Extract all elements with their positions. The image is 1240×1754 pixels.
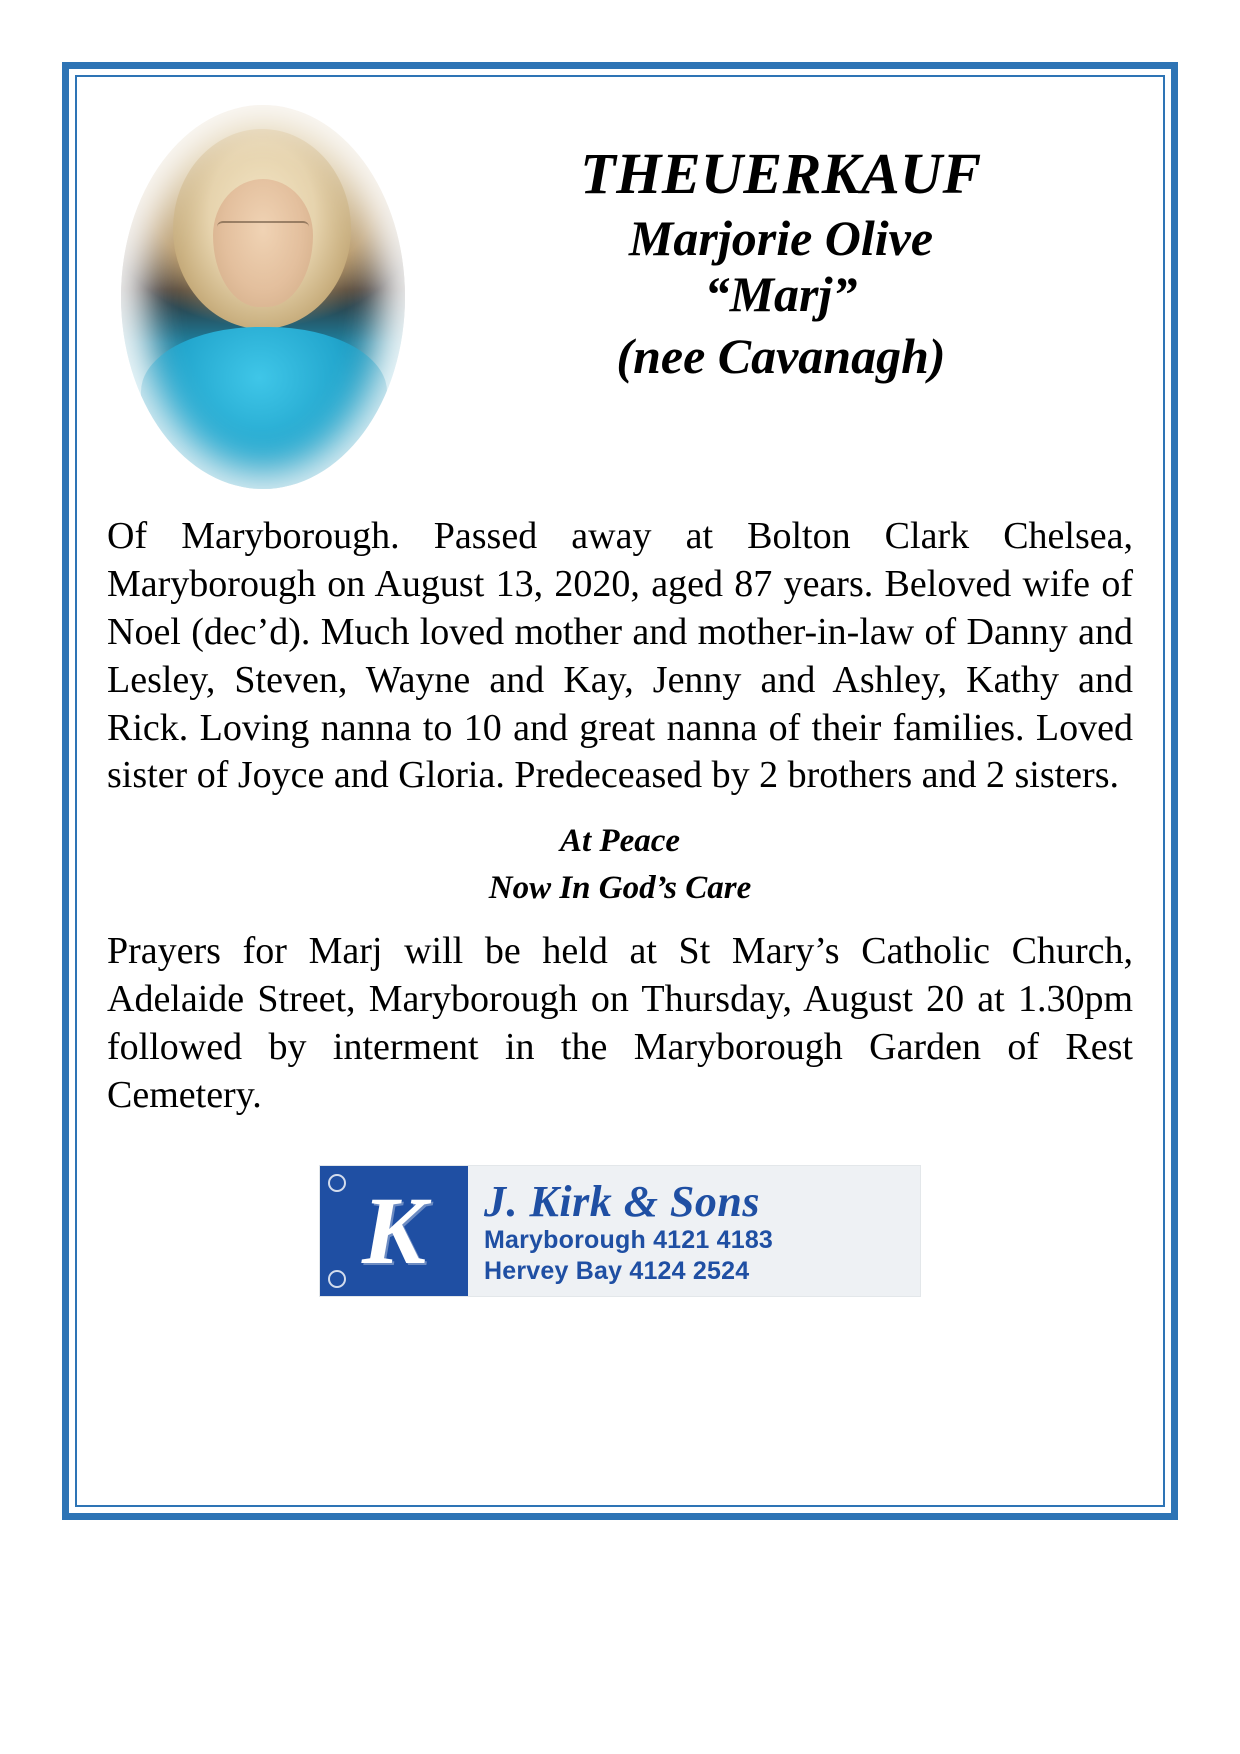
notice-header — [107, 97, 1133, 497]
verse-line-2: Now In God’s Care — [488, 870, 752, 907]
monogram-corner-bottom-icon — [328, 1270, 346, 1288]
funeral-director-contact-maryborough: Maryborough 4121 4183 — [484, 1226, 774, 1255]
verse-block — [107, 818, 1133, 912]
obituary-notice-inner — [75, 75, 1165, 1507]
monogram-corner-top-icon — [328, 1174, 346, 1192]
funeral-director-name: J. Kirk & Sons — [484, 1176, 760, 1226]
funeral-director-logo — [319, 1165, 921, 1297]
maiden-name: (nee Cavanagh) — [616, 328, 946, 385]
service-details-text: Prayers for Marj will be held at St Mary’s Catholic Church, Adelaide Street, Maryborough on Thursday, August 20 at 1.30pm followed by interment in the Maryborough Garden of Rest Cemetery. — [107, 929, 1133, 1116]
portrait-image — [121, 105, 405, 489]
portrait-face — [213, 179, 313, 307]
portrait-photo — [113, 97, 413, 497]
obituary-body-text: Of Maryborough. Passed away at Bolton Clark Chelsea, Maryborough on August 13, 2020, aged 87 years. Beloved wife of Noel (dec’d). Much loved mother and mother-in-law of Danny and Lesley, Steven, Wayne and Kay, Jenny and Ashley, Kathy and Rick. Loving nanna to 10 and great nanna of their families. Loved sister of Joyce and Gloria. Predeceased by 2 brothers and 2 sisters. — [107, 515, 1133, 797]
obituary-notice-frame — [62, 62, 1178, 1520]
given-names: Marjorie Olive — [628, 210, 934, 267]
glasses-icon — [217, 221, 309, 239]
funeral-director-logo-wrap — [107, 1165, 1133, 1297]
service-details — [107, 928, 1133, 1120]
obituary-body — [107, 513, 1133, 800]
surname: THEUERKAUF — [580, 141, 982, 206]
funeral-director-contact-hervey-bay: Hervey Bay 4124 2524 — [484, 1256, 750, 1285]
deceased-name-block — [429, 97, 1133, 384]
monogram-letter: K — [361, 1177, 427, 1285]
verse-line-1: At Peace — [559, 823, 681, 860]
kirk-monogram-icon — [320, 1166, 468, 1296]
funeral-director-details — [468, 1166, 920, 1296]
nickname: “Marj” — [704, 266, 858, 323]
